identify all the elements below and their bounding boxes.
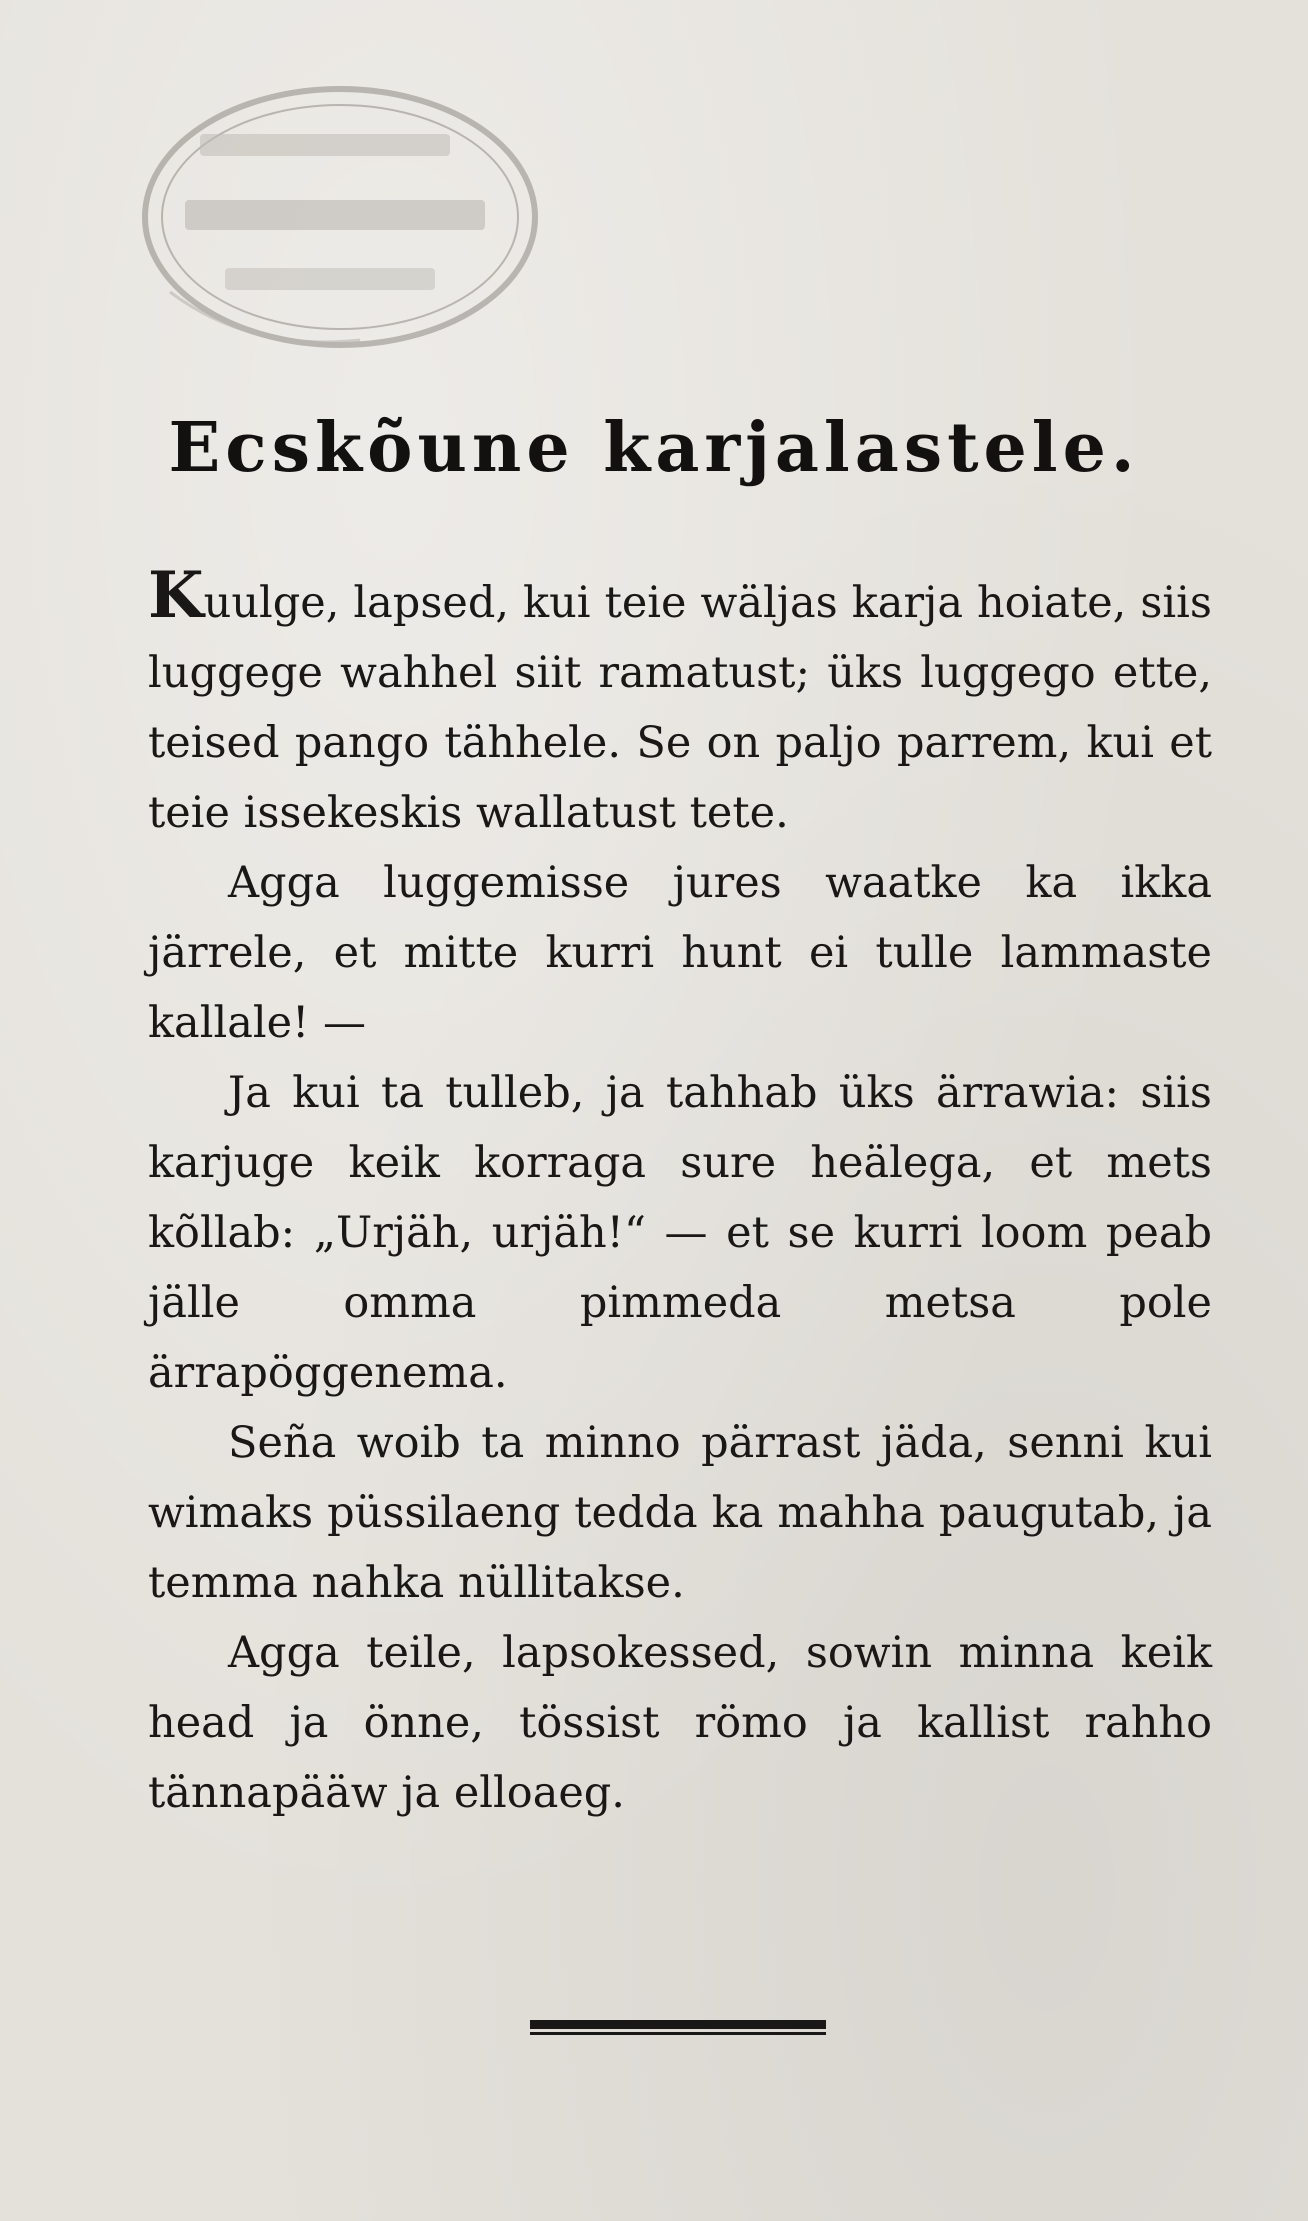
paragraph-text: uulge, lapsed, kui teie wäljas karja hoiate, siis luggege wahhel siit ramatust; üks luggego ette, teised pango tähhele. Se on paljo parrem, kui et teie issekeskis wallatust tete. [148,578,1212,838]
paragraph-text: Ja kui ta tulleb, ja tahhab üks ärrawia: siis karjuge keik korraga sure heälega, et mets kõllab: „Urjäh, urjäh!“ — et se kurri loom peab jälle omma pimmeda metsa pole ärrapöggenema. [148,1068,1212,1398]
paragraph-text: Agga luggemisse jures waatke ka ikka järrele, et mitte kurri hunt ei tulle lammaste kallale! — [148,858,1212,1048]
drop-cap: K [148,558,204,633]
paragraph [148,1058,1212,1408]
rule-thick-line [530,2020,826,2029]
body-text [148,558,1212,1828]
paragraph-text: Agga teile, lapsokessed, sowin minna keik head ja önne, tössist römo ja kallist rahho tännapääw ja elloaeg. [148,1628,1212,1818]
rule-thin-line [530,2032,826,2035]
paragraph [148,1408,1212,1618]
paragraph-text: Seña woib ta minno pärrast jäda, senni kui wimaks püssilaeng tedda ka mahha paugutab, ja temma nahka nüllitakse. [148,1418,1212,1608]
paragraph [148,848,1212,1058]
library-stamp [130,72,550,362]
paragraph [148,1618,1212,1828]
page-title: Ecskõune karjalastele. [168,408,1140,488]
paragraph [148,558,1212,848]
end-rule-divider [530,2020,826,2036]
